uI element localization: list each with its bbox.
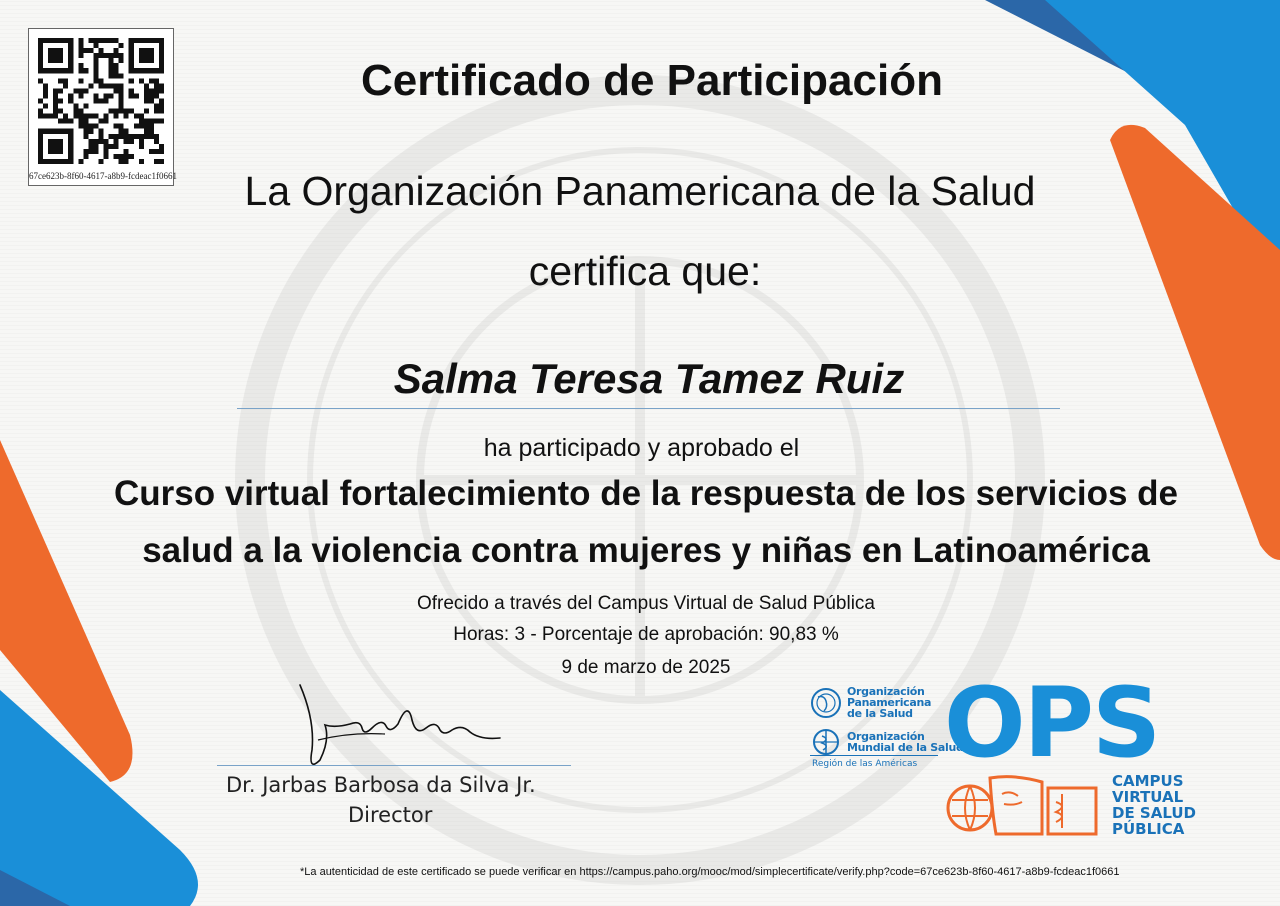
recipient-name: Salma Teresa Tamez Ruiz: [393, 355, 905, 402]
approved-line: ha participado y aprobado el: [483, 434, 800, 462]
verification-note[interactable]: *La autenticidad de este certificado se puede verificar en https://campus.paho.org/mooc/mod/simplecertificate/verify.php?code=67ce623b-8f60-4617-a8b9-fcdeac1f0661: [300, 866, 1120, 878]
organization-line: La Organización Panamericana de la Salud: [244, 168, 1036, 214]
region-label: Región de las Américas: [812, 759, 918, 769]
paho-logo: [810, 686, 931, 719]
campus-virtual-icon: [944, 772, 1104, 838]
paho-name-line-3: de la Salud: [847, 707, 913, 720]
who-name-line-1: Organización: [847, 730, 925, 743]
who-logo: [810, 726, 964, 758]
who-globe-icon: [810, 726, 842, 758]
campus-virtual-wordmark: [1112, 773, 1196, 837]
paho-name-line-1: Organización: [847, 685, 925, 698]
course-title-line-2: salud a la violencia contra mujeres y niñas en Latinoamérica: [142, 531, 1150, 570]
signature-line: [217, 765, 571, 766]
ops-wordmark: OPS: [944, 667, 1160, 779]
signatory-role: Director: [348, 803, 433, 827]
certifies-line: certifica que:: [528, 248, 762, 294]
hours-line: Horas: 3 - Porcentaje de aprobación: 90,83 %: [453, 624, 839, 645]
campus-line-1: CAMPUS: [1112, 772, 1184, 790]
qr-code-box: [28, 28, 177, 186]
signatory-name: Dr. Jarbas Barbosa da Silva Jr.: [226, 773, 536, 797]
certificate-title: Certificado de Participación: [361, 56, 943, 105]
campus-line-3: DE SALUD: [1112, 804, 1196, 822]
recipient-underline: [237, 408, 1060, 409]
date-line: 9 de marzo de 2025: [561, 657, 731, 678]
campus-line-2: VIRTUAL: [1112, 788, 1184, 806]
campus-line-4: PÚBLICA: [1112, 820, 1185, 838]
course-title-line-1: Curso virtual fortalecimiento de la respuesta de los servicios de: [114, 474, 1178, 513]
who-name-line-2: Mundial de la Salud: [847, 741, 964, 754]
paho-globe-icon: [810, 687, 842, 719]
qr-code-text: 67ce623b-8f60-4617-a8b9-fcdeac1f0661: [29, 171, 177, 181]
region-divider: [810, 755, 938, 756]
paho-name-line-2: Panamericana: [847, 696, 932, 709]
offered-line: Ofrecido a través del Campus Virtual de Salud Pública: [416, 593, 875, 614]
